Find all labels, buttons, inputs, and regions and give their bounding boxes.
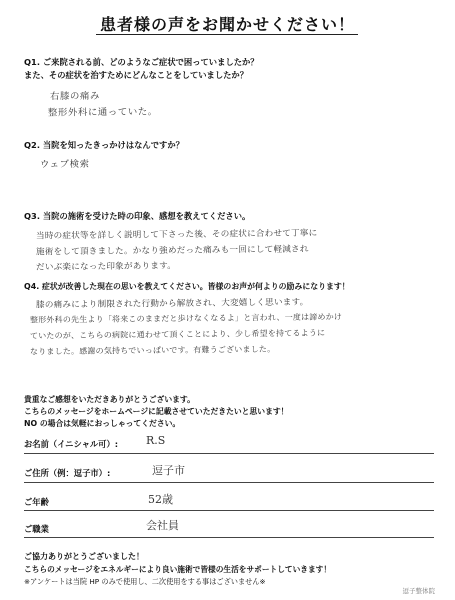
- name-label: お名前（イニシャル可）:: [24, 439, 119, 449]
- clinic-stamp: 逗子整体院: [402, 587, 435, 595]
- question-1-line-1: Q1. ご来院される前、どのようなご症状で困っていましたか？: [24, 57, 259, 67]
- name-value: R.S: [146, 434, 166, 447]
- age-label: ご年齢: [24, 497, 49, 507]
- name-underline: [24, 453, 434, 454]
- decline-note: NO の場合は気軽におっしゃってください。: [24, 419, 181, 428]
- answer-1-line-2: 整形外科に通っていた。: [47, 106, 158, 119]
- address-underline: [24, 482, 434, 483]
- address-label: ご住所（例：逗子市）:: [24, 468, 111, 478]
- answer-4-line-4: なりました。感謝の気持ちでいっぱいです。有難うございました。: [29, 344, 276, 357]
- thanks-note: 貴重なご感想をいただきありがとうございます。: [24, 395, 195, 404]
- answer-3-line-1: 当時の症状等を詳しく説明して下さった後、その症状に合わせて丁寧に: [35, 228, 318, 242]
- job-underline: [24, 537, 434, 538]
- job-label: ご職業: [24, 524, 49, 534]
- footer-disclaimer: ※アンケートは当院 HP のみで使用し、二次使用をする事はございません※: [24, 577, 266, 586]
- answer-4-line-1: 膝の痛みにより制限された行動から解放され、大変嬉しく思います。: [35, 297, 309, 311]
- address-value: 逗子市: [152, 464, 185, 477]
- age-underline: [24, 510, 434, 511]
- job-value: 会社員: [146, 519, 179, 532]
- answer-4-line-3: ていたのが、こちらの病院に通わせて頂くことにより、少し希望を持てるように: [29, 328, 326, 341]
- answer-4-line-2: 整形外科の先生より「将来このままだと歩けなくなるよ」と言われ、一度は諦めかけ: [29, 312, 343, 325]
- title-underline: [96, 34, 358, 35]
- footer-thanks: ご協力ありがとうございました！: [24, 552, 144, 561]
- question-3: Q3. 当院の施術を受けた時の印象、感想を教えてください。: [24, 211, 251, 221]
- answer-3-line-2: 施術をして頂きました。かなり強めだった痛みも一回にして軽減され: [35, 244, 309, 258]
- answer-3-line-3: だいぶ楽になった印象があります。: [35, 261, 177, 273]
- answer-2: ウェブ検索: [39, 158, 90, 171]
- question-1-line-2: また、その症状を治すためにどんなことをしていましたか？: [24, 70, 249, 80]
- answer-1-line-1: 右膝の痛み: [49, 90, 100, 103]
- age-value: 52歳: [148, 493, 173, 506]
- question-4: Q4. 症状が改善した現在の思いを教えてください。皆様のお声が何よりの励みになります！: [24, 282, 350, 291]
- question-2: Q2. 当院を知ったきっかけはなんですか？: [24, 140, 184, 150]
- footer-support: こちらのメッセージをエネルギーにより良い施術で皆様の生活をサポートしていきます！: [24, 565, 332, 574]
- publish-note: こちらのメッセージをホームページに記載させていただきたいと思います！: [24, 407, 289, 416]
- page-title: 患者様の声をお聞かせください！: [99, 15, 355, 34]
